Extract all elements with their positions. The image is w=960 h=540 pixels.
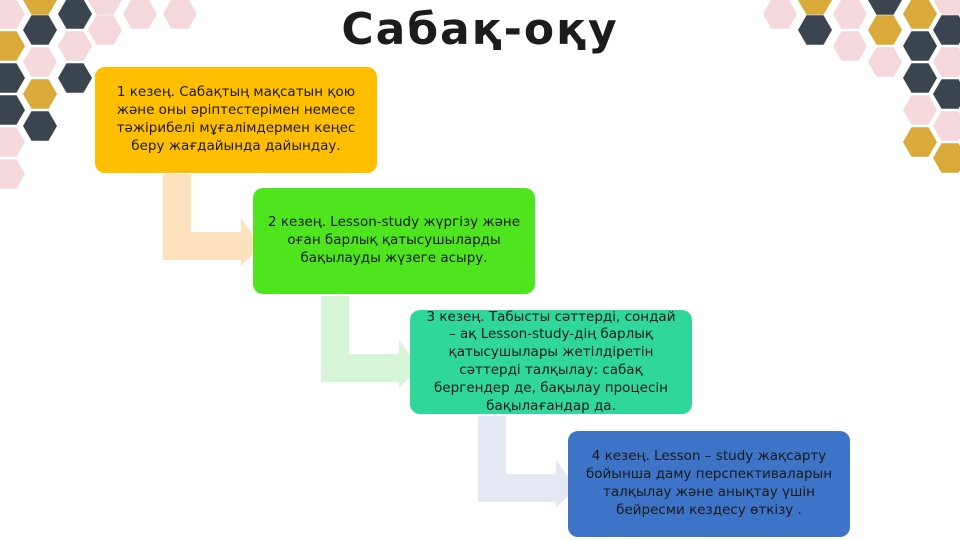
hexagon-tile	[903, 95, 937, 124]
connector-arrow-2	[313, 292, 423, 392]
hexagon-tile	[0, 63, 25, 92]
hexagon-tile	[0, 127, 25, 156]
hexagon-tile	[933, 79, 960, 108]
hexagon-tile	[903, 63, 937, 92]
stage-3-box: 3 кезең. Табысты сәттерді, сондай – ақ Lesson-study-дің барлық қатысушылары жетілдіретін сәттерді талқылау: сабақ бергендер де, бақылау процесін бақылағандар да.	[410, 310, 692, 414]
hexagon-tile	[903, 127, 937, 156]
page-title: Сабақ-оқу	[341, 4, 619, 55]
hexagon-tile	[23, 79, 57, 108]
hexagon-tile	[23, 111, 57, 140]
hexagon-tile	[0, 159, 25, 188]
stage-2-box: 2 кезең. Lesson-study жүргізу және оған барлық қатысушыларды бақылауды жүзеге асыру.	[253, 188, 535, 294]
hexagon-tile	[58, 63, 92, 92]
stage-4-box: 4 кезең. Lesson – study жақсарту бойынша даму перспективаларын талқылау және анықтау үшін бейресми кездесу өткізу .	[568, 431, 850, 537]
hexagon-tile	[0, 95, 25, 124]
hexagon-tile	[933, 143, 960, 172]
stage-1-box: 1 кезең. Сабақтың мақсатын қою және оны әріптестерімен немесе тәжірибелі мұғалімдермен кеңес беру жағдайында дайындау.	[95, 67, 377, 173]
connector-arrow-3	[470, 412, 580, 512]
hexagon-tile	[933, 111, 960, 140]
connector-arrow-1	[155, 170, 265, 270]
